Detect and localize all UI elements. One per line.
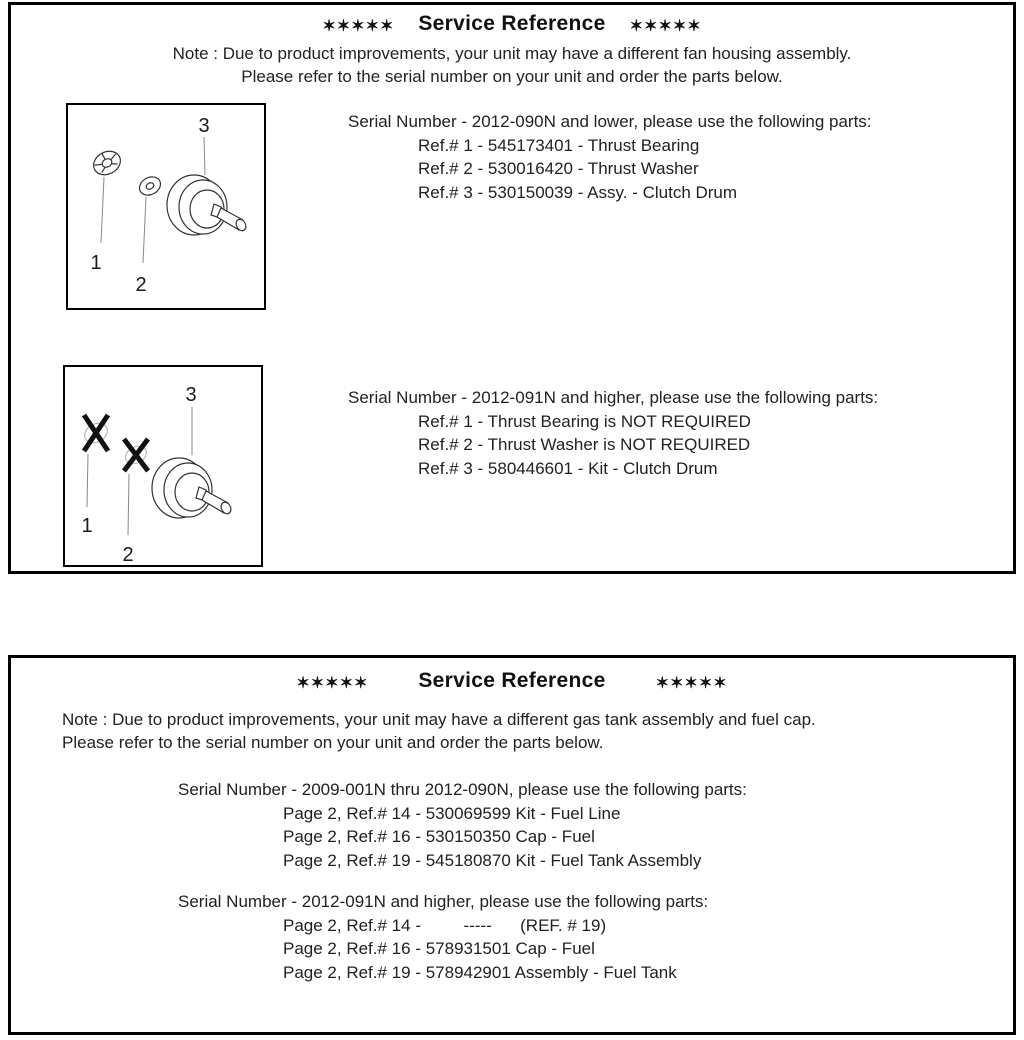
callout-2: 2 bbox=[135, 274, 147, 296]
parts-list-serial-lower bbox=[348, 110, 872, 204]
part-line: Page 2, Ref.# 16 - 578931501 Cap - Fuel bbox=[283, 939, 595, 958]
clutch-drum-part bbox=[152, 458, 233, 518]
note-text bbox=[11, 42, 1013, 88]
note-line: Note : Due to product improvements, your unit may have a different gas tank assembly and fuel cap. bbox=[62, 710, 816, 729]
part-line: Ref.# 3 - 530150039 - Assy. - Clutch Drum bbox=[418, 182, 738, 202]
thrust-bearing-crossed-out bbox=[81, 415, 111, 451]
section-title: Service Reference bbox=[418, 669, 606, 692]
exploded-view-drawing bbox=[65, 367, 261, 565]
note-line: Please refer to the serial number on your unit and order the parts below. bbox=[62, 733, 604, 752]
part-line: Page 2, Ref.# 16 - 530150350 Cap - Fuel bbox=[283, 827, 595, 846]
stars-left-decoration: ✶✶✶✶✶ bbox=[296, 674, 369, 692]
part-line: Page 2, Ref.# 14 - 530069599 Kit - Fuel Line bbox=[283, 803, 621, 823]
part-line: Page 2, Ref.# 19 - 545180870 Kit - Fuel Tank Assembly bbox=[283, 850, 702, 870]
parts-list-header: Serial Number - 2012-091N and higher, please use the following parts: bbox=[348, 388, 879, 407]
parts-list-header: Serial Number - 2012-090N and lower, please use the following parts: bbox=[348, 112, 872, 131]
callout-1: 1 bbox=[90, 252, 102, 274]
exploded-view-drawing bbox=[68, 105, 264, 308]
note-text bbox=[62, 708, 816, 754]
parts-list-header: Serial Number - 2009-001N thru 2012-090N, please use the following parts: bbox=[178, 780, 747, 799]
part-line: Ref.# 2 - Thrust Washer is NOT REQUIRED bbox=[418, 435, 751, 454]
parts-list-serial-early bbox=[178, 778, 747, 872]
part-line: Ref.# 1 - 545173401 - Thrust Bearing bbox=[418, 135, 700, 155]
stars-right-decoration: ✶✶✶✶✶ bbox=[655, 674, 728, 692]
part-line: Page 2, Ref.# 14 - ----- (REF. # 19) bbox=[283, 915, 607, 935]
parts-list-header: Serial Number - 2012-091N and higher, please use the following parts: bbox=[178, 892, 709, 911]
section-title: Service Reference bbox=[418, 12, 606, 35]
callout-3: 3 bbox=[185, 384, 197, 406]
part-line: Ref.# 3 - 580446601 - Kit - Clutch Drum bbox=[418, 458, 718, 478]
leader-line-3 bbox=[204, 137, 205, 175]
thrust-bearing-part bbox=[89, 147, 124, 180]
thrust-washer-crossed-out bbox=[123, 439, 150, 471]
clutch-drum-diagram-lower bbox=[66, 103, 266, 310]
leader-line-1 bbox=[87, 454, 88, 507]
thrust-washer-part bbox=[136, 173, 163, 198]
section-title-row bbox=[11, 12, 1013, 36]
callout-2: 2 bbox=[122, 544, 134, 565]
callout-1: 1 bbox=[81, 515, 93, 537]
parts-list-serial-higher bbox=[348, 386, 878, 480]
section-fan-housing bbox=[8, 2, 1016, 574]
parts-list-serial-late bbox=[178, 890, 708, 984]
stars-left-decoration: ✶✶✶✶✶ bbox=[322, 17, 395, 35]
part-line: Ref.# 1 - Thrust Bearing is NOT REQUIRED bbox=[418, 411, 751, 431]
clutch-drum-part bbox=[167, 175, 248, 235]
stars-right-decoration: ✶✶✶✶✶ bbox=[629, 17, 702, 35]
leader-line-1 bbox=[101, 177, 104, 243]
note-line: Note : Due to product improvements, your unit may have a different fan housing assembly. bbox=[172, 44, 852, 63]
leader-line-2 bbox=[128, 474, 129, 535]
part-line: Ref.# 2 - 530016420 - Thrust Washer bbox=[418, 159, 699, 178]
part-line: Page 2, Ref.# 19 - 578942901 Assembly - Fuel Tank bbox=[283, 962, 677, 982]
clutch-drum-diagram-higher bbox=[63, 365, 263, 567]
leader-line-2 bbox=[143, 197, 146, 263]
section-fuel-tank bbox=[8, 655, 1016, 1035]
section-title-row bbox=[11, 669, 1013, 693]
note-line: Please refer to the serial number on your unit and order the parts below. bbox=[241, 67, 783, 86]
callout-3: 3 bbox=[198, 115, 210, 137]
